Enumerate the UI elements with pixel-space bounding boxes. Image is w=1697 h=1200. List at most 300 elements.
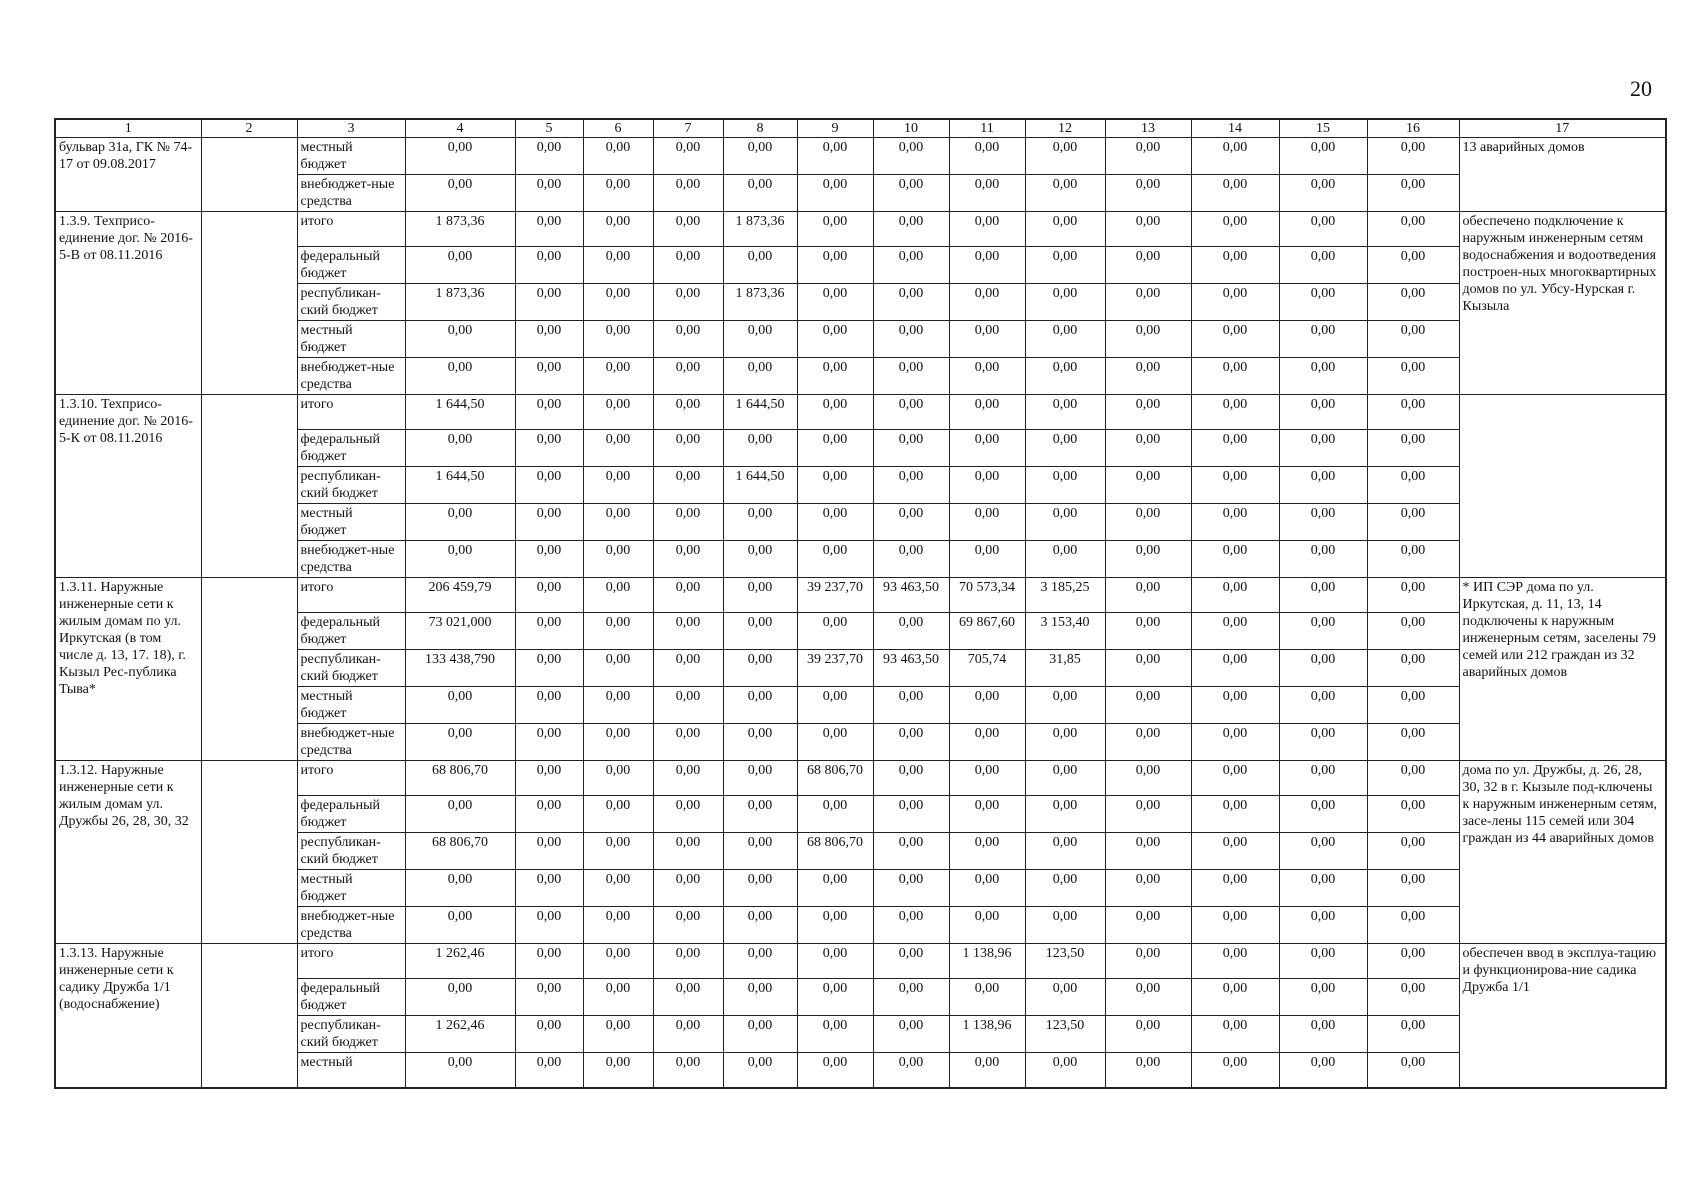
- value-cell: 0,00: [1279, 650, 1367, 687]
- value-cell: 0,00: [1367, 541, 1459, 578]
- value-cell: 0,00: [653, 247, 723, 284]
- value-cell: 0,00: [1025, 979, 1105, 1016]
- value-cell: 0,00: [1025, 395, 1105, 430]
- value-cell: 0,00: [1191, 724, 1279, 761]
- value-cell: 1 138,96: [949, 1016, 1025, 1053]
- value-cell: 0,00: [1105, 650, 1191, 687]
- value-cell: 0,00: [1191, 321, 1279, 358]
- value-cell: 0,00: [1025, 138, 1105, 175]
- value-cell: 0,00: [583, 138, 653, 175]
- value-cell: 0,00: [723, 870, 797, 907]
- value-cell: 0,00: [515, 1053, 583, 1088]
- funding-source: федеральный бюджет: [297, 979, 405, 1016]
- value-cell: 0,00: [1191, 578, 1279, 613]
- value-cell: 0,00: [653, 395, 723, 430]
- value-cell: 0,00: [723, 578, 797, 613]
- value-cell: 0,00: [515, 212, 583, 247]
- value-cell: 1 873,36: [723, 284, 797, 321]
- value-cell: 68 806,70: [797, 833, 873, 870]
- value-cell: 0,00: [1191, 870, 1279, 907]
- value-cell: 0,00: [1025, 247, 1105, 284]
- value-cell: 0,00: [797, 358, 873, 395]
- value-cell: 0,00: [949, 687, 1025, 724]
- value-cell: 0,00: [653, 284, 723, 321]
- value-cell: 0,00: [515, 578, 583, 613]
- funding-source: федеральный бюджет: [297, 430, 405, 467]
- column-2-cell: [201, 944, 297, 1088]
- value-cell: 0,00: [653, 724, 723, 761]
- value-cell: 0,00: [723, 613, 797, 650]
- value-cell: 3 185,25: [1025, 578, 1105, 613]
- page-number: 20: [1630, 76, 1652, 101]
- value-cell: 0,00: [873, 979, 949, 1016]
- value-cell: 0,00: [873, 321, 949, 358]
- value-cell: 0,00: [1191, 687, 1279, 724]
- value-cell: 0,00: [405, 870, 515, 907]
- table-row: [55, 247, 1666, 284]
- value-cell: 0,00: [583, 1016, 653, 1053]
- value-cell: 0,00: [653, 138, 723, 175]
- value-cell: 0,00: [949, 833, 1025, 870]
- value-cell: 0,00: [1279, 1053, 1367, 1088]
- table-row: [55, 724, 1666, 761]
- value-cell: 0,00: [949, 395, 1025, 430]
- value-cell: 0,00: [653, 212, 723, 247]
- value-cell: 0,00: [583, 1053, 653, 1088]
- value-cell: 0,00: [1025, 358, 1105, 395]
- funding-source: внебюджет-ные средства: [297, 541, 405, 578]
- column-header: 4: [405, 119, 515, 138]
- value-cell: 0,00: [1367, 247, 1459, 284]
- value-cell: 0,00: [1367, 724, 1459, 761]
- value-cell: 0,00: [653, 504, 723, 541]
- value-cell: 0,00: [583, 944, 653, 979]
- table-row: [55, 578, 1666, 613]
- value-cell: 0,00: [1025, 724, 1105, 761]
- value-cell: 0,00: [583, 212, 653, 247]
- value-cell: 0,00: [405, 358, 515, 395]
- value-cell: 0,00: [583, 907, 653, 944]
- value-cell: 0,00: [949, 979, 1025, 1016]
- value-cell: 0,00: [1191, 613, 1279, 650]
- value-cell: 0,00: [583, 613, 653, 650]
- value-cell: 0,00: [873, 358, 949, 395]
- value-cell: 0,00: [405, 724, 515, 761]
- value-cell: 0,00: [949, 541, 1025, 578]
- value-cell: 0,00: [1025, 541, 1105, 578]
- result-note: [1459, 395, 1666, 578]
- value-cell: 0,00: [1279, 138, 1367, 175]
- value-cell: 0,00: [583, 687, 653, 724]
- value-cell: 0,00: [583, 541, 653, 578]
- value-cell: 0,00: [1105, 358, 1191, 395]
- table-row: [55, 175, 1666, 212]
- value-cell: 0,00: [1367, 138, 1459, 175]
- value-cell: 0,00: [873, 138, 949, 175]
- value-cell: 1 262,46: [405, 1016, 515, 1053]
- value-cell: 0,00: [873, 395, 949, 430]
- value-cell: 0,00: [583, 430, 653, 467]
- value-cell: 0,00: [797, 175, 873, 212]
- value-cell: 0,00: [797, 870, 873, 907]
- value-cell: 0,00: [583, 247, 653, 284]
- value-cell: 68 806,70: [405, 761, 515, 796]
- value-cell: 0,00: [797, 979, 873, 1016]
- value-cell: 31,85: [1025, 650, 1105, 687]
- table-row: [55, 907, 1666, 944]
- value-cell: 0,00: [583, 650, 653, 687]
- value-cell: 0,00: [873, 247, 949, 284]
- value-cell: 0,00: [873, 687, 949, 724]
- value-cell: 0,00: [653, 870, 723, 907]
- value-cell: 0,00: [515, 833, 583, 870]
- value-cell: 0,00: [723, 944, 797, 979]
- value-cell: 0,00: [873, 1053, 949, 1088]
- table-body: [55, 138, 1666, 1088]
- value-cell: 68 806,70: [797, 761, 873, 796]
- value-cell: 0,00: [873, 1016, 949, 1053]
- value-cell: 1 873,36: [405, 212, 515, 247]
- value-cell: 0,00: [405, 796, 515, 833]
- value-cell: 0,00: [797, 944, 873, 979]
- value-cell: 0,00: [1279, 430, 1367, 467]
- value-cell: 0,00: [1025, 1053, 1105, 1088]
- funding-source: внебюджет-ные средства: [297, 175, 405, 212]
- funding-source: федеральный бюджет: [297, 613, 405, 650]
- value-cell: 0,00: [1191, 430, 1279, 467]
- value-cell: 0,00: [653, 613, 723, 650]
- value-cell: 0,00: [1367, 578, 1459, 613]
- value-cell: 39 237,70: [797, 650, 873, 687]
- value-cell: 0,00: [1105, 833, 1191, 870]
- table-row: [55, 212, 1666, 247]
- value-cell: 0,00: [1191, 212, 1279, 247]
- value-cell: 1 262,46: [405, 944, 515, 979]
- value-cell: 0,00: [1279, 907, 1367, 944]
- value-cell: 0,00: [1367, 650, 1459, 687]
- value-cell: 0,00: [1191, 175, 1279, 212]
- value-cell: 0,00: [797, 138, 873, 175]
- value-cell: 0,00: [949, 284, 1025, 321]
- value-cell: 0,00: [405, 1053, 515, 1088]
- value-cell: 0,00: [1191, 833, 1279, 870]
- value-cell: 0,00: [1105, 504, 1191, 541]
- table-row: [55, 979, 1666, 1016]
- funding-source: республикан-ский бюджет: [297, 833, 405, 870]
- value-cell: 0,00: [1367, 1016, 1459, 1053]
- value-cell: 0,00: [1279, 761, 1367, 796]
- funding-source: местный: [297, 1053, 405, 1088]
- value-cell: 0,00: [405, 138, 515, 175]
- funding-source: внебюджет-ные средства: [297, 907, 405, 944]
- value-cell: 0,00: [1279, 358, 1367, 395]
- value-cell: 0,00: [583, 395, 653, 430]
- value-cell: 0,00: [723, 430, 797, 467]
- value-cell: 0,00: [583, 467, 653, 504]
- value-cell: 0,00: [1191, 395, 1279, 430]
- value-cell: 0,00: [723, 979, 797, 1016]
- value-cell: 0,00: [1367, 212, 1459, 247]
- value-cell: 0,00: [405, 907, 515, 944]
- value-cell: 0,00: [1105, 212, 1191, 247]
- value-cell: 0,00: [405, 541, 515, 578]
- funding-source: итого: [297, 944, 405, 979]
- table-row: [55, 358, 1666, 395]
- value-cell: 0,00: [405, 687, 515, 724]
- value-cell: 0,00: [653, 430, 723, 467]
- funding-source: внебюджет-ные средства: [297, 724, 405, 761]
- value-cell: 0,00: [653, 1053, 723, 1088]
- value-cell: 0,00: [583, 761, 653, 796]
- value-cell: 0,00: [797, 613, 873, 650]
- value-cell: 0,00: [583, 833, 653, 870]
- value-cell: 133 438,790: [405, 650, 515, 687]
- column-header: 16: [1367, 119, 1459, 138]
- value-cell: 0,00: [873, 430, 949, 467]
- value-cell: 0,00: [583, 724, 653, 761]
- value-cell: 0,00: [1025, 212, 1105, 247]
- value-cell: 0,00: [515, 321, 583, 358]
- value-cell: 0,00: [1367, 504, 1459, 541]
- value-cell: 0,00: [653, 321, 723, 358]
- value-cell: 0,00: [515, 504, 583, 541]
- value-cell: 0,00: [723, 541, 797, 578]
- funding-source: республикан-ский бюджет: [297, 284, 405, 321]
- column-2-cell: [201, 138, 297, 212]
- value-cell: 0,00: [797, 430, 873, 467]
- table-row: [55, 761, 1666, 796]
- value-cell: 0,00: [653, 467, 723, 504]
- value-cell: 0,00: [873, 870, 949, 907]
- value-cell: 0,00: [797, 724, 873, 761]
- value-cell: 0,00: [873, 284, 949, 321]
- value-cell: 0,00: [1191, 284, 1279, 321]
- value-cell: 0,00: [1279, 284, 1367, 321]
- table-row: [55, 284, 1666, 321]
- column-header: 3: [297, 119, 405, 138]
- value-cell: 0,00: [515, 687, 583, 724]
- value-cell: 0,00: [1191, 247, 1279, 284]
- column-2-cell: [201, 395, 297, 578]
- budget-table: [54, 118, 1667, 1089]
- funding-source: итого: [297, 395, 405, 430]
- value-cell: 0,00: [723, 504, 797, 541]
- value-cell: 0,00: [1279, 724, 1367, 761]
- value-cell: 0,00: [515, 650, 583, 687]
- value-cell: 0,00: [515, 395, 583, 430]
- value-cell: 0,00: [949, 907, 1025, 944]
- value-cell: 0,00: [1105, 907, 1191, 944]
- value-cell: 0,00: [723, 687, 797, 724]
- value-cell: 0,00: [583, 578, 653, 613]
- value-cell: 0,00: [1279, 1016, 1367, 1053]
- value-cell: 0,00: [1279, 541, 1367, 578]
- value-cell: 0,00: [723, 175, 797, 212]
- value-cell: 1 644,50: [723, 467, 797, 504]
- value-cell: 0,00: [873, 467, 949, 504]
- value-cell: 0,00: [653, 358, 723, 395]
- value-cell: 0,00: [1105, 395, 1191, 430]
- value-cell: 0,00: [515, 724, 583, 761]
- value-cell: 0,00: [1367, 175, 1459, 212]
- table-row: [55, 504, 1666, 541]
- value-cell: 0,00: [797, 687, 873, 724]
- value-cell: 0,00: [1367, 613, 1459, 650]
- funding-source: местный бюджет: [297, 321, 405, 358]
- column-header: 12: [1025, 119, 1105, 138]
- value-cell: 0,00: [1105, 578, 1191, 613]
- value-cell: 0,00: [1105, 175, 1191, 212]
- column-header: 7: [653, 119, 723, 138]
- value-cell: 0,00: [723, 907, 797, 944]
- value-cell: 0,00: [797, 907, 873, 944]
- value-cell: 0,00: [873, 724, 949, 761]
- value-cell: 0,00: [1191, 138, 1279, 175]
- measure-name: 1.3.13. Наружные инженерные сети к садику Дружба 1/1 (водоснабжение): [55, 944, 201, 1088]
- value-cell: 0,00: [1279, 578, 1367, 613]
- value-cell: 0,00: [1367, 907, 1459, 944]
- value-cell: 0,00: [797, 467, 873, 504]
- value-cell: 0,00: [1279, 870, 1367, 907]
- value-cell: 0,00: [873, 175, 949, 212]
- value-cell: 0,00: [1191, 467, 1279, 504]
- value-cell: 0,00: [873, 504, 949, 541]
- table-row: [55, 467, 1666, 504]
- value-cell: 0,00: [1367, 358, 1459, 395]
- value-cell: 0,00: [949, 430, 1025, 467]
- value-cell: 0,00: [1105, 761, 1191, 796]
- value-cell: 0,00: [873, 796, 949, 833]
- column-header: 11: [949, 119, 1025, 138]
- value-cell: 0,00: [1105, 541, 1191, 578]
- value-cell: 0,00: [1105, 687, 1191, 724]
- value-cell: 0,00: [1191, 979, 1279, 1016]
- funding-source: итого: [297, 761, 405, 796]
- column-2-cell: [201, 212, 297, 395]
- value-cell: 0,00: [1105, 1053, 1191, 1088]
- value-cell: 1 644,50: [405, 467, 515, 504]
- value-cell: 0,00: [653, 833, 723, 870]
- column-2-cell: [201, 761, 297, 944]
- value-cell: 0,00: [515, 467, 583, 504]
- value-cell: 0,00: [949, 761, 1025, 796]
- value-cell: 0,00: [873, 833, 949, 870]
- measure-name: 1.3.9. Техприсо-единение дог. № 2016-5-В от 08.11.2016: [55, 212, 201, 395]
- column-header: 5: [515, 119, 583, 138]
- table-row: [55, 650, 1666, 687]
- value-cell: 0,00: [1105, 284, 1191, 321]
- value-cell: 0,00: [583, 175, 653, 212]
- result-note: обеспечено подключение к наружным инженерным сетям водоснабжения и водоотведения построен-ных многоквартирных домов по ул. Убсу-Нурская г. Кызыла: [1459, 212, 1666, 395]
- funding-source: федеральный бюджет: [297, 247, 405, 284]
- value-cell: 0,00: [1105, 870, 1191, 907]
- value-cell: 0,00: [515, 944, 583, 979]
- value-cell: 0,00: [949, 1053, 1025, 1088]
- result-note: обеспечен ввод в эксплуа-тацию и функционирова-ние садика Дружба 1/1: [1459, 944, 1666, 1088]
- value-cell: 0,00: [1279, 687, 1367, 724]
- value-cell: 0,00: [949, 212, 1025, 247]
- value-cell: 0,00: [653, 687, 723, 724]
- value-cell: 0,00: [1279, 212, 1367, 247]
- value-cell: 0,00: [1191, 541, 1279, 578]
- value-cell: 93 463,50: [873, 650, 949, 687]
- value-cell: 0,00: [797, 321, 873, 358]
- funding-source: местный бюджет: [297, 504, 405, 541]
- table-row: [55, 796, 1666, 833]
- value-cell: 0,00: [653, 979, 723, 1016]
- value-cell: 0,00: [949, 467, 1025, 504]
- table-row: [55, 944, 1666, 979]
- table-row: [55, 321, 1666, 358]
- column-header: 1: [55, 119, 201, 138]
- value-cell: 0,00: [1191, 358, 1279, 395]
- value-cell: 0,00: [1367, 761, 1459, 796]
- value-cell: 0,00: [949, 358, 1025, 395]
- value-cell: 0,00: [1025, 321, 1105, 358]
- table-row: [55, 395, 1666, 430]
- value-cell: 0,00: [1105, 467, 1191, 504]
- value-cell: 0,00: [653, 578, 723, 613]
- value-cell: 0,00: [873, 761, 949, 796]
- value-cell: 0,00: [515, 761, 583, 796]
- value-cell: 0,00: [405, 504, 515, 541]
- value-cell: 0,00: [723, 321, 797, 358]
- measure-name: 1.3.12. Наружные инженерные сети к жилым домам ул. Дружбы 26, 28, 30, 32: [55, 761, 201, 944]
- value-cell: 0,00: [405, 979, 515, 1016]
- value-cell: 0,00: [1105, 321, 1191, 358]
- value-cell: 0,00: [583, 321, 653, 358]
- result-note: 13 аварийных домов: [1459, 138, 1666, 212]
- column-2-cell: [201, 578, 297, 761]
- funding-source: итого: [297, 212, 405, 247]
- value-cell: 0,00: [515, 796, 583, 833]
- value-cell: 0,00: [1025, 504, 1105, 541]
- value-cell: 0,00: [515, 870, 583, 907]
- column-header: 2: [201, 119, 297, 138]
- measure-name: 1.3.11. Наружные инженерные сети к жилым домам по ул. Иркутская (в том числе д. 13, 17. 18), г. Кызыл Рес-публика Тыва*: [55, 578, 201, 761]
- value-cell: 0,00: [515, 175, 583, 212]
- value-cell: 0,00: [1279, 613, 1367, 650]
- value-cell: 0,00: [873, 907, 949, 944]
- value-cell: 0,00: [1025, 761, 1105, 796]
- table-row: [55, 833, 1666, 870]
- value-cell: 0,00: [949, 796, 1025, 833]
- funding-source: республикан-ский бюджет: [297, 650, 405, 687]
- column-header: 6: [583, 119, 653, 138]
- funding-source: местный бюджет: [297, 687, 405, 724]
- table-header: [55, 119, 1666, 138]
- value-cell: 0,00: [1105, 724, 1191, 761]
- value-cell: 0,00: [583, 796, 653, 833]
- value-cell: 0,00: [1367, 430, 1459, 467]
- value-cell: 0,00: [797, 1053, 873, 1088]
- value-cell: 0,00: [1367, 796, 1459, 833]
- value-cell: 0,00: [583, 870, 653, 907]
- value-cell: 0,00: [1367, 395, 1459, 430]
- value-cell: 1 873,36: [723, 212, 797, 247]
- value-cell: 0,00: [1105, 979, 1191, 1016]
- value-cell: 0,00: [583, 979, 653, 1016]
- value-cell: 0,00: [653, 761, 723, 796]
- value-cell: 0,00: [653, 541, 723, 578]
- value-cell: 0,00: [723, 138, 797, 175]
- column-header: 8: [723, 119, 797, 138]
- value-cell: 0,00: [723, 1053, 797, 1088]
- measure-name: 1.3.10. Техприсо-единение дог. № 2016-5-К от 08.11.2016: [55, 395, 201, 578]
- value-cell: 0,00: [949, 724, 1025, 761]
- column-header: 10: [873, 119, 949, 138]
- value-cell: 0,00: [1191, 944, 1279, 979]
